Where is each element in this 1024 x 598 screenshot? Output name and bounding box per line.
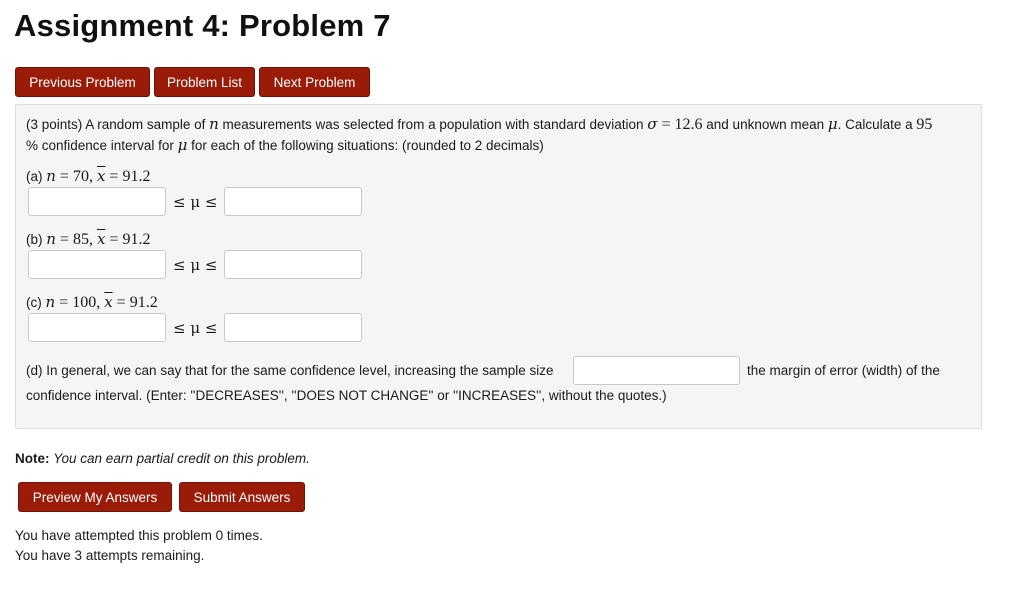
separator: ,: [88, 168, 97, 185]
equals-sign: =: [105, 231, 123, 248]
previous-problem-button[interactable]: Previous Problem: [15, 67, 150, 97]
problem-body: [15, 104, 982, 429]
page-title: Assignment 4: Problem 7: [14, 8, 391, 43]
intro-text: for each of the following situations: (rounded to 2 decimals): [187, 138, 544, 153]
equals-sign: =: [112, 294, 130, 311]
n-symbol: n: [46, 167, 56, 185]
part-a-inequality: ≤ μ ≤: [173, 193, 218, 211]
part-d-input[interactable]: [573, 356, 740, 385]
part-d-text: (d) In general, we can say that for the same confidence level, increasing the sample size: [26, 363, 554, 378]
part-d-text-continued: the margin of error (width) of the: [747, 363, 940, 378]
part-c-lower-input[interactable]: [28, 313, 166, 342]
equals-sign: =: [55, 294, 73, 311]
sigma-symbol: σ: [647, 115, 658, 133]
intro-text: and unknown mean: [702, 117, 828, 132]
mu-symbol: μ: [177, 136, 188, 154]
part-b-inequality: ≤ μ ≤: [173, 256, 218, 274]
next-problem-button[interactable]: Next Problem: [259, 67, 370, 97]
equals-sign: =: [55, 168, 73, 185]
part-d-instructions: confidence interval. (Enter: ''DECREASES'', ''DOES NOT CHANGE'' or ''INCREASES'', without the quotes.): [26, 388, 667, 403]
separator: ,: [88, 231, 97, 248]
attempts-remaining-text: You have 3 attempts remaining.: [15, 548, 205, 563]
part-c-label: [26, 293, 158, 312]
partial-credit-note: [15, 451, 310, 466]
part-a-lower-input[interactable]: [28, 187, 166, 216]
mu-symbol: μ: [827, 115, 838, 133]
part-label: (b): [26, 232, 47, 247]
part-label: (a): [26, 169, 47, 184]
intro-text: . Calculate a: [837, 117, 917, 132]
problem-intro-line2: [26, 136, 544, 154]
preview-answers-button[interactable]: Preview My Answers: [18, 482, 172, 512]
equals-sign: =: [657, 116, 675, 133]
attempts-made-text: You have attempted this problem 0 times.: [15, 528, 263, 543]
x-bar-symbol: $\overline{x}$: [104, 293, 113, 311]
part-label: (c): [26, 295, 46, 310]
x-bar-value: 91.2: [122, 231, 151, 248]
problem-intro-line1: [26, 115, 932, 134]
n-value: 70: [72, 168, 89, 185]
intro-text: % confidence interval for: [26, 138, 178, 153]
problem-list-button[interactable]: Problem List: [154, 67, 255, 97]
part-c-inequality: ≤ μ ≤: [173, 319, 218, 337]
n-symbol: n: [46, 230, 56, 248]
x-bar-symbol: $\overline{x}$: [96, 230, 106, 248]
n-value: 100: [72, 294, 97, 311]
x-bar-symbol: $\overline{x}$: [96, 167, 106, 185]
intro-text: measurements was selected from a population with standard deviation: [218, 117, 648, 132]
x-bar-value: 91.2: [129, 294, 158, 311]
part-b-lower-input[interactable]: [28, 250, 166, 279]
n-value: 85: [72, 231, 89, 248]
part-b-upper-input[interactable]: [224, 250, 362, 279]
submit-answers-button[interactable]: Submit Answers: [179, 482, 305, 512]
part-a-upper-input[interactable]: [224, 187, 362, 216]
confidence-level: 95: [916, 116, 933, 133]
separator: ,: [96, 294, 105, 311]
sigma-value: 12.6: [674, 116, 703, 133]
n-symbol: n: [45, 293, 56, 311]
intro-text: (3 points) A random sample of: [26, 117, 210, 132]
part-c-upper-input[interactable]: [224, 313, 362, 342]
x-bar-value: 91.2: [122, 168, 151, 185]
equals-sign: =: [55, 231, 73, 248]
note-text: You can earn partial credit on this problem.: [53, 451, 310, 466]
n-symbol: n: [209, 115, 219, 133]
part-b-label: [26, 230, 150, 249]
equals-sign: =: [105, 168, 123, 185]
note-label: Note:: [15, 451, 50, 466]
part-a-label: [26, 167, 150, 186]
